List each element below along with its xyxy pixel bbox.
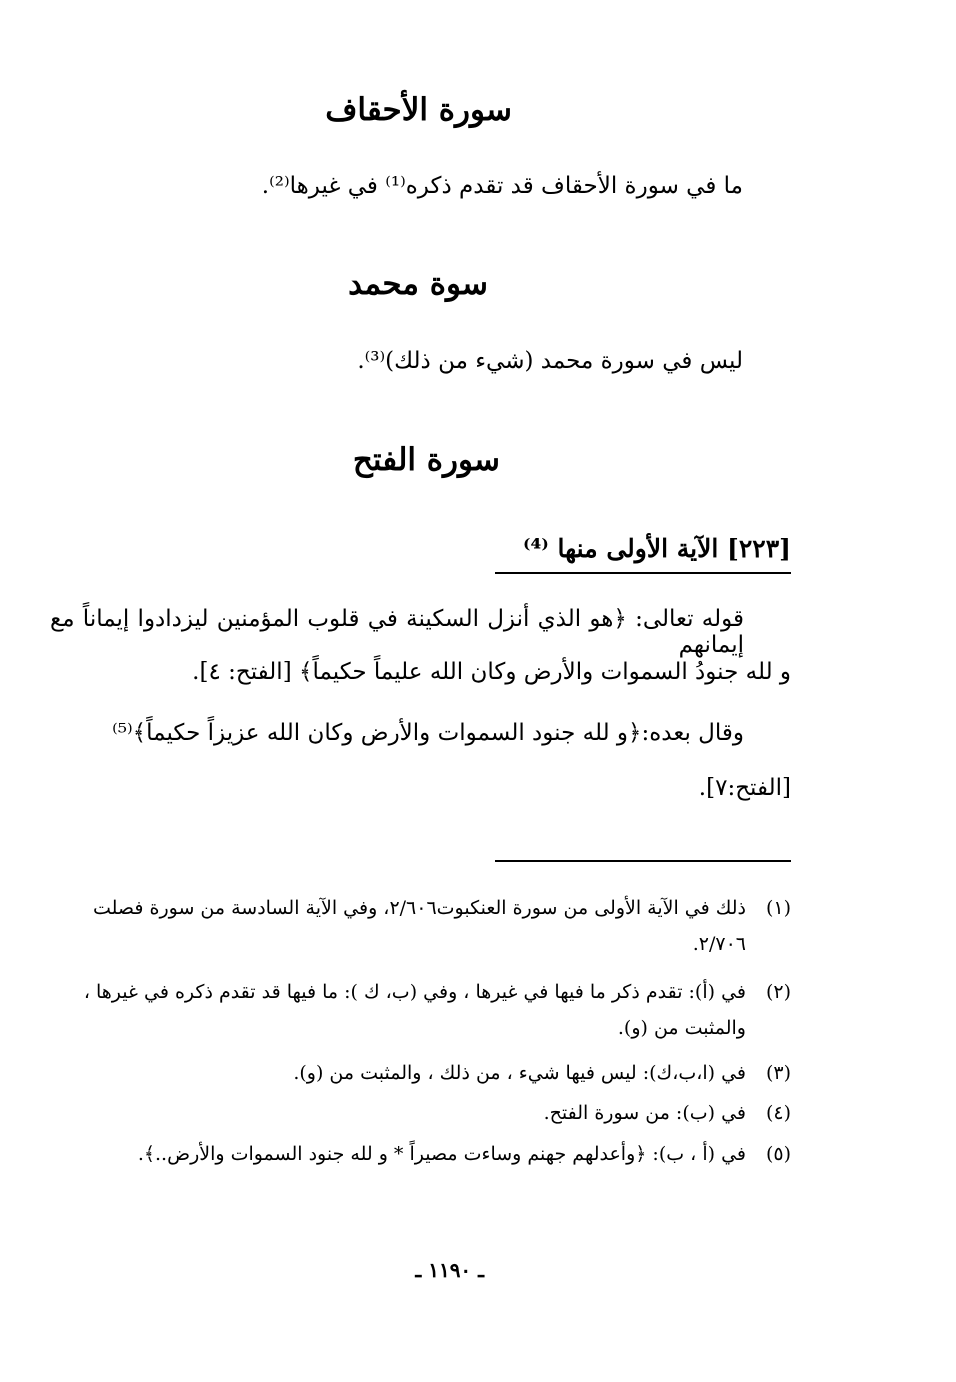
footnote-2-number: (٢): [765, 981, 791, 1003]
footnote-5-line-1: في (أ ، ب): ﴿وأعدلهم جهنم وساءت مصيراً * و لله جنود السموات والأرض..﴾.: [137, 1143, 746, 1165]
surah-ahqaf-title: سورة الأحقاف: [325, 92, 512, 128]
footnote-separator: [495, 860, 791, 862]
footnote-4-line-1: في (ب): من سورة الفتح.: [543, 1102, 746, 1124]
surah-fath-title: سورة الفتح: [352, 442, 500, 478]
body-line-4: [الفتح:٧].: [698, 775, 791, 801]
verse-heading-underline: [495, 572, 791, 574]
footnote-1-line-1: ذلك في الآية الأولى من سورة العنكبوت٢/٦٠٦، وفي الآية السادسة من سورة فصلت: [92, 897, 746, 919]
footnote-4-number: (٤): [765, 1102, 791, 1124]
surah-muhammad-text: ليس في سورة محمد (شيء من ذلك)⁽³⁾.: [357, 348, 743, 374]
footnote-1-line-2: ٢/٧٠٦.: [692, 933, 746, 955]
footnote-2-line-1: في (أ): تقدم ذكر ما فيها في غيرها ، وفي (ب، ك ): ما فيها قد تقدم ذكره في غيرها ،: [83, 981, 746, 1003]
footnote-1-number: (١): [765, 897, 791, 919]
footnote-3-number: (٣): [765, 1062, 791, 1084]
page-number: ـ ١١٩٠ ـ: [415, 1258, 484, 1282]
footnote-2-line-2: والمثبت من (و).: [617, 1017, 746, 1039]
footnote-5-number: (٥): [765, 1143, 791, 1165]
body-line-3: وقال بعده:﴿و لله جنود السموات والأرض وكان الله عزيزاً حكيماً﴾⁽⁵⁾: [112, 720, 744, 746]
surah-muhammad-title: سوة محمد: [348, 266, 488, 302]
body-line-2: و لله جنودُ السموات والأرض وكان الله عليماً حكيماً﴾ [الفتح: ٤].: [192, 659, 791, 685]
surah-ahqaf-text: ما في سورة الأحقاف قد تقدم ذكره⁽¹⁾ في غيرها⁽²⁾.: [261, 173, 743, 199]
body-line-1: قوله تعالى: ﴿هو الذي أنزل السكينة في قلوب المؤمنين ليزدادوا إيماناً مع إيمانهم: [50, 606, 744, 658]
verse-heading: [٢٢٣] الآية الأولى منها ⁽⁴⁾: [522, 534, 791, 563]
footnote-3-line-1: في (ا،ب،ك): ليس فيها شيء ، من ذلك ، والمثبت من (و).: [293, 1062, 746, 1084]
